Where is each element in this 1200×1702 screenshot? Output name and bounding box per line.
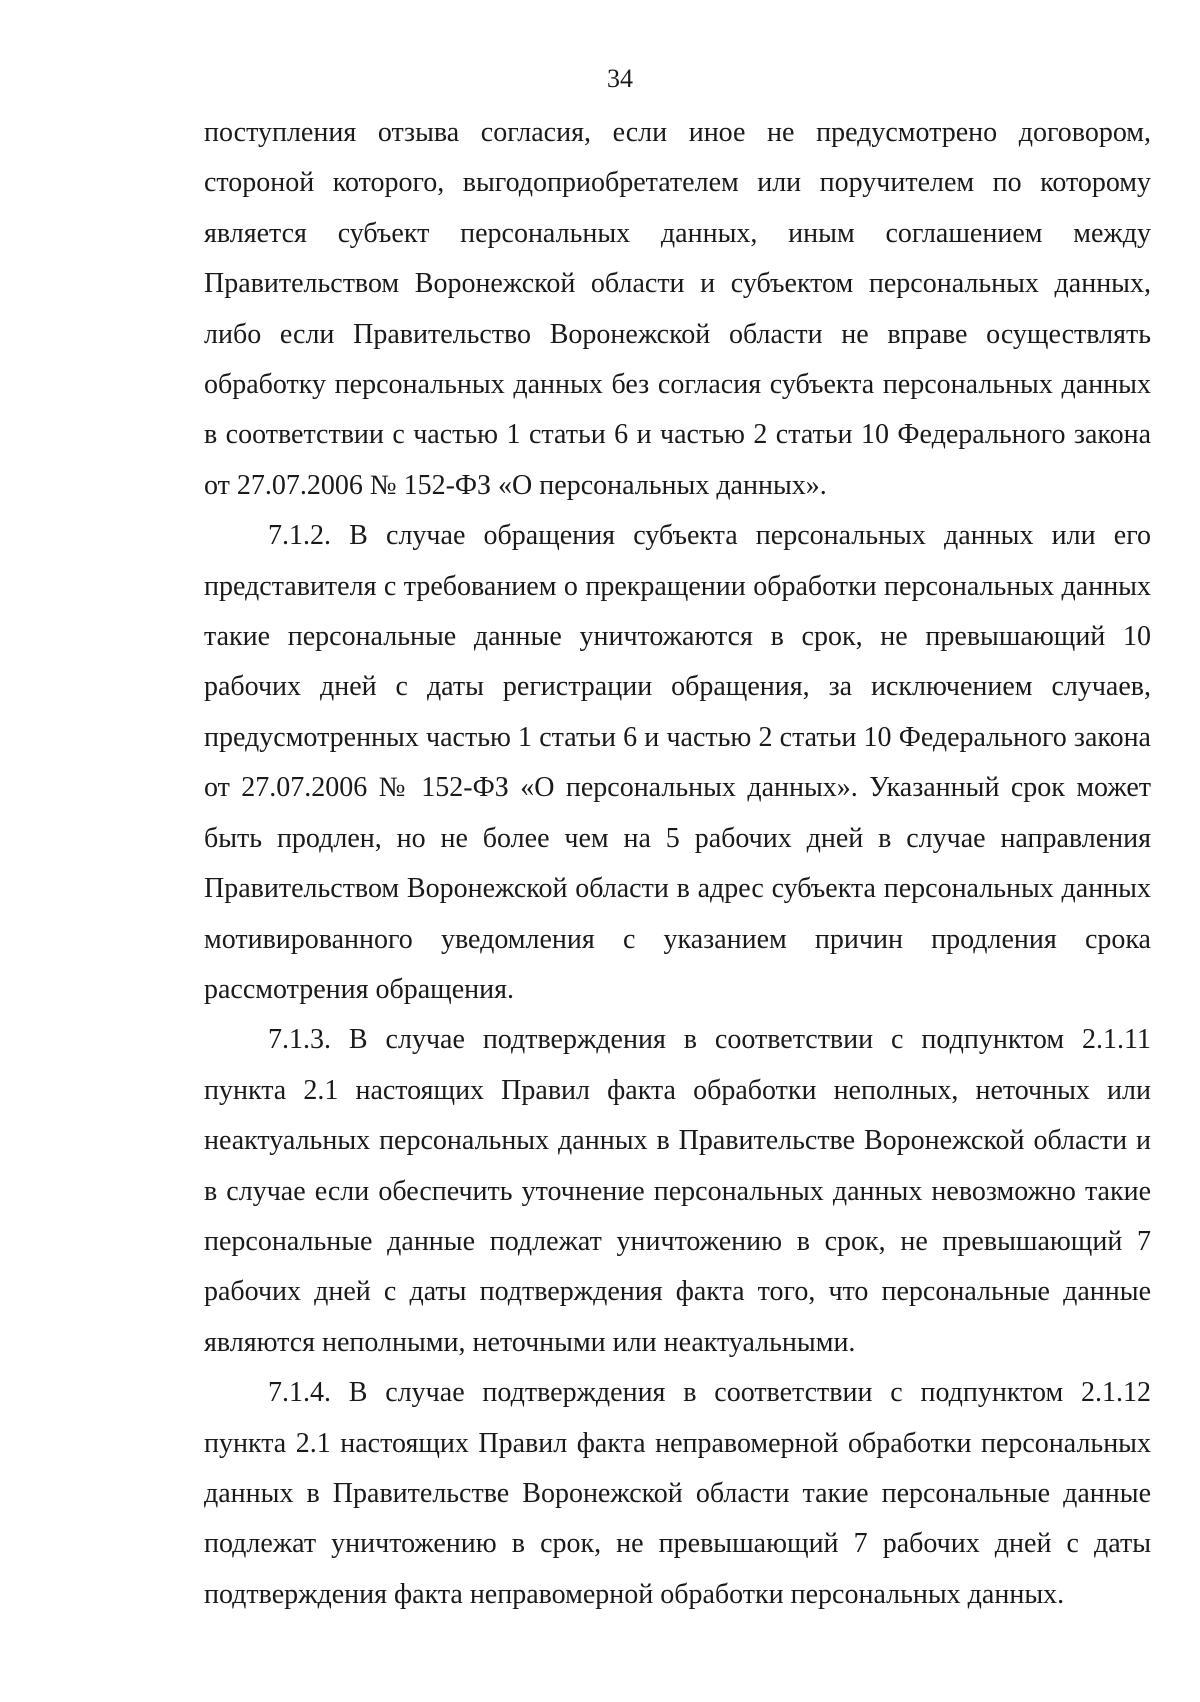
paragraph-7-1-2: 7.1.2. В случае обращения субъекта персональных данных или его представителя с требованием о прекращении обработки персональных данных такие персональные данные уничтожаются в срок, не превышающий 10 рабочих дней с даты регистрации обращения, за исключением случаев, предусмотренных частью 1 статьи 6 и частью 2 статьи 10 Федерального закона от 27.07.2006 № 152-ФЗ «О персональных данных». Указанный срок может быть продлен, но не более чем на 5 рабочих дней в случае направления Правительством Воронежской области в адрес субъекта персональных данных мотивированного уведомления с указанием причин продления срока рассмотрения обращения. xyxy=(204,520,1151,1005)
paragraph-7-1-3: 7.1.3. В случае подтверждения в соответствии с подпунктом 2.1.11 пункта 2.1 настоящих Правил факта обработки неполных, неточных или неактуальных персональных данных в Правительстве Воронежской области и в случае если обеспечить уточнение персональных данных невозможно такие персональные данные подлежат уничтожению в срок, не превышающий 7 рабочих дней с даты подтверждения факта того, что персональные данные являются неполными, неточными или неактуальными. xyxy=(204,1024,1151,1358)
document-body xyxy=(204,108,1151,1620)
page-number: 34 xyxy=(607,64,633,93)
paragraph-7-1-4: 7.1.4. В случае подтверждения в соответствии с подпунктом 2.1.12 пункта 2.1 настоящих Правил факта неправомерной обработки персональных данных в Правительстве Воронежской области такие персональные данные подлежат уничтожению в срок, не превышающий 7 рабочих дней с даты подтверждения факта неправомерной обработки персональных данных. xyxy=(204,1377,1151,1610)
paragraph-continuation: поступления отзыва согласия, если иное не предусмотрено договором, стороной которого, выгодоприобретателем или поручителем по которому является субъект персональных данных, иным соглашением между Правительством Воронежской области и субъектом персональных данных, либо если Правительство Воронежской области не вправе осуществлять обработку персональных данных без согласия субъекта персональных данных в соответствии с частью 1 статьи 6 и частью 2 статьи 10 Федерального закона от 27.07.2006 № 152-ФЗ «О персональных данных». xyxy=(204,117,1151,501)
